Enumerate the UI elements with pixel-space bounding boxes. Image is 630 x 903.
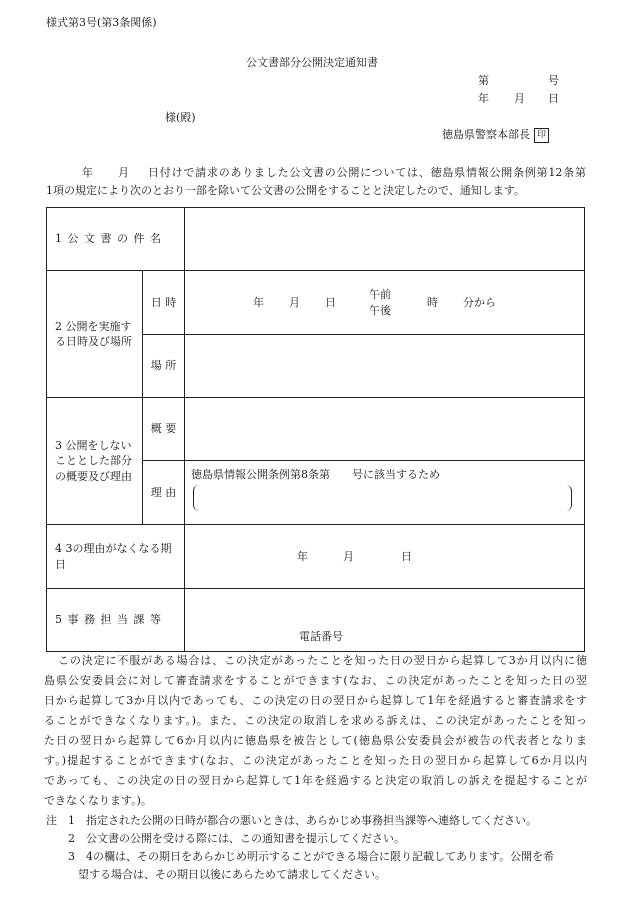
- doc-no-suffix: 号: [548, 74, 559, 87]
- dt-hour: 時: [427, 296, 439, 309]
- value-place: [185, 335, 585, 398]
- value-expiry: [185, 525, 585, 589]
- row-summary: [47, 398, 585, 461]
- intro-year: 年: [82, 166, 93, 179]
- row-office: [47, 589, 585, 652]
- sublabel-place: 場 所: [143, 335, 185, 398]
- date-day-label: 日: [548, 92, 559, 105]
- dt-pm: 午後: [369, 304, 392, 317]
- value-datetime: [185, 271, 585, 335]
- dt-month: 月: [289, 296, 301, 309]
- note-3-line2: 望する場合は、その期日以後にあらためて請求してください。: [78, 868, 386, 881]
- note-3-line1: 4の欄は、その期日をあらかじめ明示することができる場合に限り記載してあります。公開を希: [86, 850, 555, 863]
- issuer-block: [442, 127, 549, 143]
- row-datetime: [47, 271, 585, 335]
- sublabel-datetime: 日 時: [143, 271, 185, 335]
- sublabel-summary: 概 要: [143, 398, 185, 461]
- dt-minute-from: 分から: [463, 296, 497, 309]
- intro-line1: 日付けで請求のありました公文書の公開については、徳島県情報公開条例第12条第: [148, 166, 586, 179]
- note-2-text: 公文書の公開を受ける際には、この通知書を提示してください。: [86, 832, 405, 845]
- intro-line2: 1項の規定により次のとおり一部を除いて公文書の公開をすることと決定したので、通知します。: [46, 184, 525, 197]
- appeal-line-4: ることができなくなります。)。また、この決定の取消しを求める訴えは、この決定があったことを知っ: [44, 714, 587, 727]
- expiry-year: 年: [297, 550, 309, 563]
- label-date-place: 2 公開を実施する日時及び場所: [47, 271, 143, 398]
- value-document-name: [185, 208, 585, 271]
- label-expiry: 4 3の理由がなくなる期日: [47, 525, 185, 589]
- phone-label: 電話番号: [299, 630, 344, 643]
- expiry-month: 月: [343, 550, 355, 563]
- date-year-label: 年: [478, 92, 489, 105]
- expiry-day: 日: [401, 550, 413, 563]
- label-undisclosed: 3 公開をしないこととした部分の概要及び理由: [47, 398, 143, 525]
- dt-am: 午前: [369, 288, 392, 301]
- note-3-num: 3: [68, 850, 75, 863]
- page-title: 公文書部分公開決定通知書: [246, 56, 378, 69]
- value-reason: [185, 461, 585, 525]
- sublabel-reason: 理 由: [143, 461, 185, 525]
- value-office: [185, 589, 585, 652]
- label-document-name: 1 公 文 書 の 件 名: [47, 208, 185, 271]
- notes-head: 注: [46, 814, 57, 827]
- appeal-line-6: す。)提起することができます(なお、この決定があったことを知った日の翌日から起算して6か月以内: [44, 754, 587, 767]
- appeal-line-7: であっても、この決定の日の翌日から起算して1年を経過すると決定の取消しの訴えを提起することが: [44, 774, 587, 787]
- value-summary: [185, 398, 585, 461]
- note-1-num: 1: [68, 814, 75, 827]
- doc-no-prefix: 第: [478, 74, 489, 87]
- appeal-line-2: 島県公安委員会に対して審査請求をすることができます(なお、この決定があったことを知った日の翌: [44, 674, 587, 687]
- appeal-line-5: た日の翌日から起算して6か月以内に徳島県を被告として(徳島県公安委員会が被告の代表者となりま: [44, 734, 587, 747]
- dt-year: 年: [253, 296, 265, 309]
- row-document-name: [47, 208, 585, 271]
- row-expiry: [47, 525, 585, 589]
- addressee: 様(殿): [165, 111, 196, 124]
- note-2-num: 2: [68, 832, 75, 845]
- issuer-name: 徳島県警察本部長: [442, 128, 530, 141]
- appeal-line-8: できなくなります。)。: [44, 794, 152, 807]
- date-month-label: 月: [514, 92, 525, 105]
- seal-mark: 印: [534, 128, 549, 143]
- intro-month: 月: [118, 166, 129, 179]
- disclosure-table: [46, 207, 585, 652]
- reason-text: 徳島県情報公開条例第8条第 号に該当するため: [191, 468, 441, 481]
- note-1-text: 指定された公開の日時が都合の悪いときは、あらかじめ事務担当課等へ連絡してください。: [86, 814, 537, 827]
- dt-day: 日: [325, 296, 337, 309]
- reason-bracket: [193, 485, 572, 511]
- label-office: 5 事 務 担 当 課 等: [47, 589, 185, 652]
- form-id: 様式第3号(第3条関係): [46, 16, 157, 29]
- appeal-notice: [44, 651, 587, 811]
- appeal-line-1: この決定に不服がある場合は、この決定があったことを知った日の翌日から起算して3か月以内に徳: [58, 654, 587, 667]
- appeal-line-3: 日から起算して3か月以内であっても、この決定の日の翌日から起算して1年を経過すると審査請求をす: [44, 694, 587, 707]
